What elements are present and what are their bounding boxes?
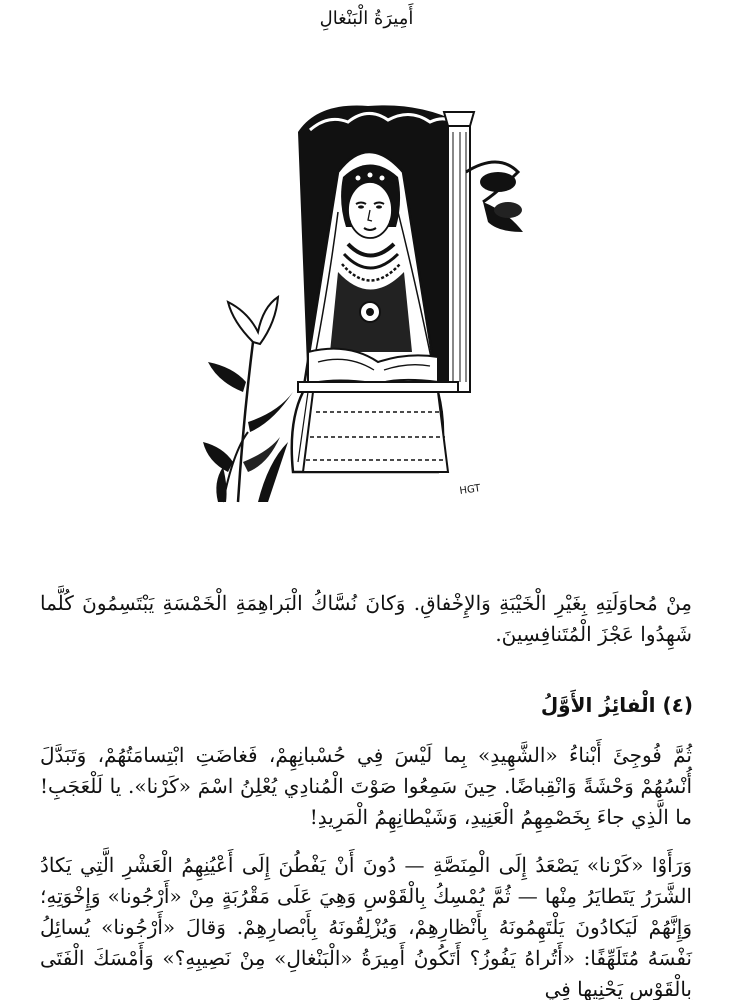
paragraph-3 [40,850,692,1000]
section-heading: (٤) الْفائِزُ الأَوَّلُ [540,693,693,717]
artist-signature: HGT [458,483,482,497]
running-header: أَمِيرَةُ الْبَنْغالِ [319,8,414,29]
paragraph-1-text: مِنْ مُحاوَلَتِهِ بِغَيْرِ الْخَيْبَةِ وَالإِخْفاقِ. وَكانَ نُسَّاكُ الْبَراهِمَةِ الْخَمْسَةِ يَبْتَسِمُونَ كُلَّما شَهِدُوا عَجْزَ الْمُتَنافِسِينَ. [40,591,692,646]
paragraph-2 [40,740,692,833]
column [448,112,470,392]
paragraph-3-text: وَرَأَوْا «كَرْنا» يَصْعَدُ إِلَى الْمِنَصَّةِ — دُونَ أَنْ يَفْطُنَ إِلَى أَعْيُنِهِمُ الْعَشْرِ الَّتِي يَكادُ الشَّرَرُ يَتَطايَرُ مِنْها — ثُمَّ يُمْسِكُ بِالْقَوْسِ وَهِيَ عَلَى مَقْرُبَةٍ مِنْ «أَرْجُونا» وَإِخْوَتِهِ؛ وَإِنَّهُمْ لَيَكادُونَ يَلْتَهِمُونَهُ بِأَنْظارِهِمْ، وَيُزْلِقُونَهُ بِأَبْصارِهِمْ. وَقالَ «أَرْجُونا» يُسائِلُ نَفْسَهُ مُتَلَهِّفًا: «أَتُراهُ يَفُوزُ؟ أَتَكُونُ أَمِيرَةُ «الْبَنْغالِ» مِنْ نَصِيبِهِ؟» وَأَمْسَكَ الْفَتَى بِالْقَوْسِ يَحْنِيها فِي [40,853,693,1000]
paragraph-1 [40,588,692,650]
paragraph-2-text: ثُمَّ فُوجِئَ أَبْناءُ «الشَّهِيدِ» بِما لَيْسَ فِي حُسْبانِهِمْ، فَغاضَتِ ابْتِسامَتُهُمْ، وَتَبَدَّلَ أُنْسُهُمْ وَحْشَةً وَانْقِباضًا. حِينَ سَمِعُوا صَوْتَ الْمُنادِي يُعْلِنُ اسْمَ «كَرْنا». يا لَلْعَجَبِ! ما الَّذِي جاءَ بِخَصْمِهِمُ الْعَنِيدِ، وَشَيْطانِهِمُ الْمَرِيدِ! [40,743,692,829]
woman-portrait-illustration [198,92,533,504]
lily-plant [203,297,293,502]
